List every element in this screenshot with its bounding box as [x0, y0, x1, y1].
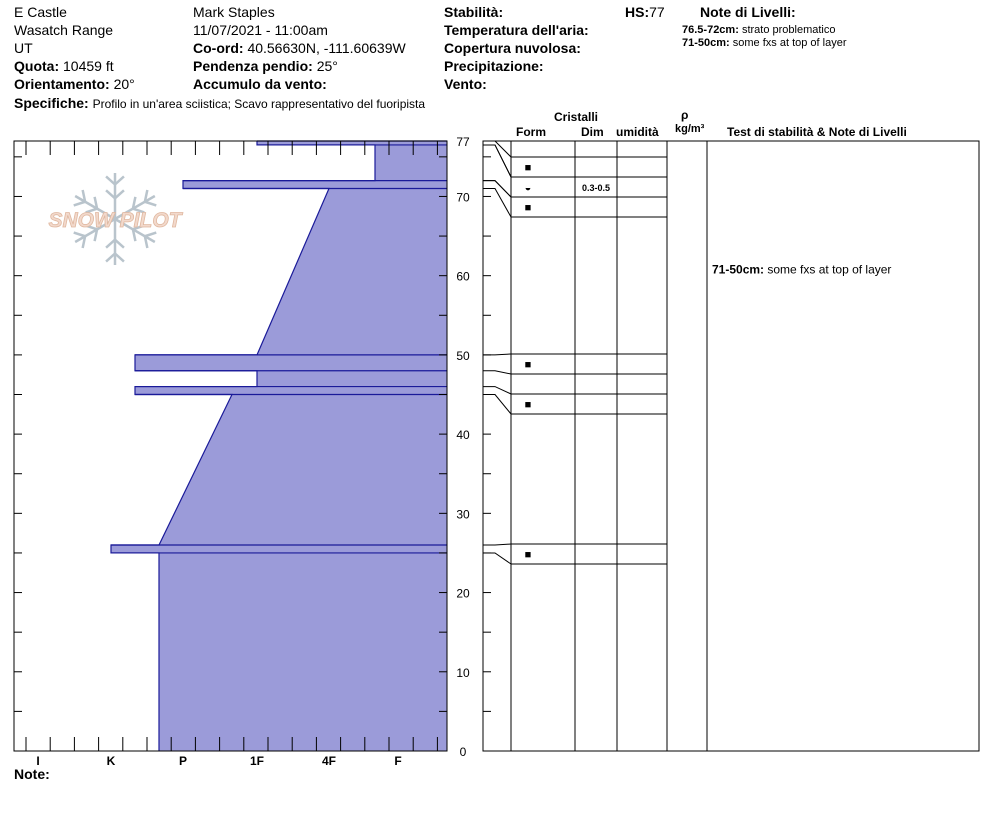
- air-temp-label: Temperatura dell'aria:: [444, 22, 589, 38]
- depth-connector: [483, 371, 511, 374]
- observer-name: Mark Staples: [193, 4, 275, 20]
- grain-form-symbol: ■: [524, 399, 532, 411]
- slope-value: 25°: [316, 58, 338, 74]
- hardness-profile: [111, 141, 447, 751]
- snowflake-branch: [106, 176, 115, 184]
- snowflake-branch: [115, 176, 124, 184]
- snowflake-branch: [74, 202, 85, 206]
- elevation-label: Quota:: [14, 58, 60, 74]
- specifics-value: Profilo in un'area sciistica; Scavo rappresentativo del fuoripista: [92, 97, 426, 111]
- aspect-value: 20°: [113, 76, 135, 92]
- depth-tick-label: 60: [456, 269, 470, 284]
- layer-notes-label: Note di Livelli:: [700, 4, 796, 20]
- precipitation-label: Precipitazione:: [444, 58, 544, 74]
- location-name: E Castle: [14, 4, 67, 20]
- snowpilot-logo: [49, 173, 184, 265]
- cloud-cover-label: Copertura nuvolosa:: [444, 40, 581, 56]
- snowflake-branch: [74, 233, 85, 237]
- rho-header: ρ: [681, 108, 689, 122]
- depth-tick-label: 50: [456, 348, 470, 363]
- layer-note-range: 76.5-72cm:: [682, 24, 739, 36]
- hardness-tick-label: P: [178, 754, 188, 768]
- layer-note-text: some fxs at top of layer: [732, 37, 847, 49]
- depth-connector: [483, 387, 511, 394]
- hardness-tick-label: K: [106, 754, 116, 768]
- hardness-tick-label: F: [394, 754, 402, 768]
- hardness-tick-label: I: [36, 754, 40, 768]
- depth-connector: [483, 544, 511, 545]
- layer-table: [483, 141, 979, 751]
- snowflake-branch: [106, 190, 115, 198]
- hardness-tick-label: 4F: [321, 754, 337, 768]
- observation-datetime: 11/07/2021 - 11:00am: [193, 22, 328, 38]
- depth-tick-label: 20: [456, 586, 470, 601]
- notes-label: Note:: [14, 766, 50, 782]
- hs-label: HS:: [625, 4, 650, 20]
- depth-connector: [483, 395, 511, 414]
- grain-form-symbol: ◒: [524, 182, 532, 194]
- aspect-label: Orientamento:: [14, 76, 110, 92]
- grain-form-symbol: ■: [524, 202, 532, 214]
- grain-form-symbol: ■: [524, 162, 532, 174]
- hardness-tick-label: 1F: [249, 754, 265, 768]
- snowflake-branch: [115, 254, 124, 262]
- grain-form-symbol: ■: [524, 549, 532, 561]
- depth-tick-label: 77: [456, 135, 470, 149]
- mountain-range: Wasatch Range: [14, 22, 114, 38]
- depth-tick-label: 10: [456, 665, 470, 680]
- depth-connector: [483, 354, 511, 355]
- snowflake-branch: [106, 240, 115, 248]
- moisture-header: umidità: [616, 125, 659, 139]
- depth-tick-label: 30: [456, 507, 470, 522]
- depth-tick-label: 70: [456, 190, 470, 205]
- layer-note-text: strato problematico: [741, 24, 836, 36]
- snowflake-branch: [145, 233, 156, 237]
- depth-tick-label: 40: [456, 428, 470, 443]
- snowflake-branch: [145, 202, 156, 206]
- layer-note-range: 71-50cm:: [682, 37, 730, 49]
- coord-label: Co-ord:: [193, 40, 244, 56]
- stability-label: Stabilità:: [444, 4, 504, 20]
- table-frame: [483, 141, 979, 751]
- hardness-area: [111, 141, 447, 751]
- elevation-value: 10459 ft: [63, 58, 114, 74]
- hs-value: 77: [649, 4, 665, 20]
- density-unit-header: kg/m³: [675, 123, 705, 135]
- grain-form-symbol: ■: [524, 359, 532, 371]
- depth-connector: [483, 145, 511, 177]
- wind-label: Vento:: [444, 76, 487, 92]
- slope-label: Pendenza pendio:: [193, 58, 313, 74]
- form-header: Form: [516, 125, 546, 139]
- coord-value: 40.56630N, -111.60639W: [247, 40, 406, 56]
- wind-loading-label: Accumulo da vento:: [193, 76, 327, 92]
- snowflake-branch: [115, 240, 124, 248]
- size-header: Dim: [581, 125, 604, 139]
- logo-text: SNOW PILOT: [48, 209, 182, 232]
- snowflake-branch: [106, 254, 115, 262]
- layer-note: 71-50cm: some fxs at top of layer: [712, 262, 892, 277]
- tests-header: Test di stabilità & Note di Livelli: [727, 125, 907, 139]
- crystals-header: Cristalli: [554, 110, 599, 124]
- state: UT: [14, 40, 33, 56]
- depth-tick-label: 0: [459, 745, 467, 759]
- specifics-label: Specifiche:: [14, 95, 89, 111]
- depth-connector: [483, 553, 511, 564]
- grain-size: 0.3-0.5: [581, 183, 611, 193]
- snowflake-branch: [115, 190, 124, 198]
